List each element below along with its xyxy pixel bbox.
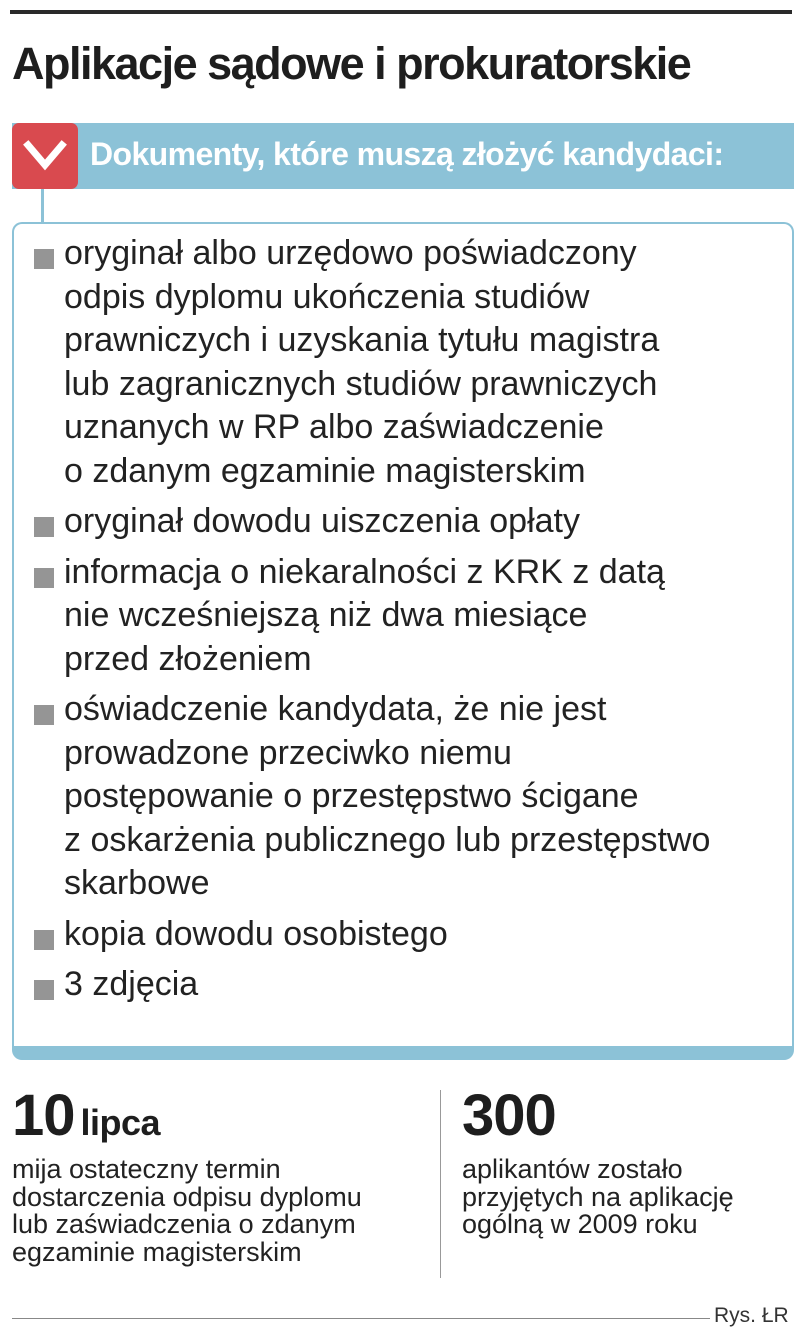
credit-text: Rys. ŁR [714,1304,789,1327]
list-item-text: 3 zdjęcia [64,965,199,1003]
list-item-text: oświadczenie kandydata, że nie jest prowadzone przeciwko niemu postępowanie o przestępstwo ścigane z oskarżenia publicznego lub przestępstwo skarbowe [64,690,711,902]
stat-number: 300 [462,1083,556,1148]
section-heading: Dokumenty, które muszą złożyć kandydaci: [90,136,724,172]
stat-deadline-value [12,1083,161,1153]
list-item-text: informacja o niekaralności z KRK z datą nie wcześniejszą niż dwa miesiące przed złożeniem [64,552,665,678]
square-bullet-icon [34,249,54,269]
top-rule [10,10,792,14]
bottom-rule [12,1318,710,1319]
list-item-text: oryginał albo urzędowo poświadczony odpis dyplomu ukończenia studiów prawniczych i uzyskania tytułu magistra lub zagranicznych studiów prawniczych uznanych w RP albo zaświadczenie o zdanym egzaminie magisterskim [64,234,660,490]
list-item [34,232,784,493]
list-item [34,913,784,957]
square-bullet-icon [34,980,54,1000]
list-item [34,688,784,906]
list-item [34,551,784,682]
list-item [34,500,784,544]
page-title: Aplikacje sądowe i prokuratorskie [12,38,691,89]
stats-divider [440,1090,441,1278]
chevron-down-icon [12,123,78,189]
square-bullet-icon [34,930,54,950]
stat-deadline-description: mija ostateczny termin dostarczenia odpisu dyplomu lub zaświadczenia o zdanym egzaminie magisterskim [12,1154,362,1267]
connector-line [41,189,44,225]
stat-count-value [462,1083,556,1148]
square-bullet-icon [34,517,54,537]
square-bullet-icon [34,705,54,725]
list-item-text: kopia dowodu osobistego [64,914,448,953]
square-bullet-icon [34,568,54,588]
documents-list [34,232,784,1014]
stat-number: 10 [12,1083,75,1148]
stat-unit: lipca [80,1102,161,1143]
list-item [34,963,784,1007]
list-item-text: oryginał dowodu uiszczenia opłaty [64,502,580,540]
stat-count-description: aplikantów zostało przyjętych na aplikację ogólną w 2009 roku [462,1154,734,1239]
